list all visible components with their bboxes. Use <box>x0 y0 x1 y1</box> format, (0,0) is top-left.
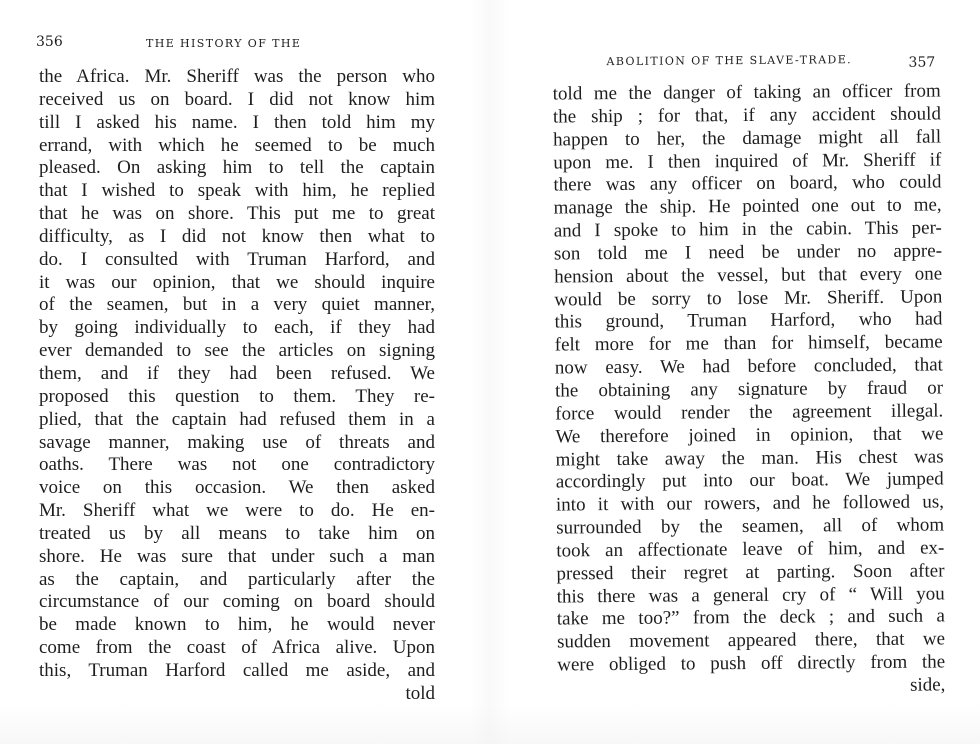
text-line: circumstance of our coming on board should <box>39 591 435 613</box>
text-line: savage manner, making use of threats and <box>39 431 435 453</box>
text-line: as the captain, and particularly after the <box>39 568 435 590</box>
text-line: of the seamen, but in a very quiet manner, <box>39 294 435 316</box>
text-line: this there was a general cry of “ Will you <box>556 583 945 608</box>
text-line: happen to her, the damage might all fall <box>553 126 942 151</box>
text-line: the Africa. Mr. Sheriff was the person who <box>39 66 435 87</box>
text-line: ever demanded to see the articles on signing <box>39 340 435 362</box>
text-line: son told me I need be under no appre- <box>553 240 943 265</box>
text-line: would be sorry to lose Mr. Sheriff. Upon <box>554 286 943 311</box>
text-line: surrounded by the seamen, all of whom <box>556 514 945 539</box>
text-line: do. I consulted with Truman Harford, and <box>39 248 435 270</box>
catchword: side, <box>909 674 946 696</box>
text-line: it was our opinion, that we should inquire <box>39 271 435 293</box>
text-line: difficulty, as I did not know then what to <box>39 225 435 247</box>
running-head: THE HISTORY OF THE <box>146 37 302 50</box>
page-number: 357 <box>908 54 936 71</box>
text-line: this, Truman Harford called me aside, and <box>39 659 435 681</box>
running-head: ABOLITION OF THE SLAVE-TRADE. <box>606 53 853 69</box>
text-line: might take away the man. His chest was <box>555 445 944 470</box>
text-line: voice on this occasion. We then asked <box>39 477 435 499</box>
page-body-text <box>39 66 435 706</box>
text-line: pleased. On asking him to tell the captain <box>39 157 435 179</box>
text-line: Mr. Sheriff what we were to do. He en- <box>39 500 435 522</box>
text-line: the obtaining any signature by fraud or <box>554 377 944 402</box>
text-line: into it with our rowers, and he followed us, <box>555 491 945 516</box>
text-line: and I spoke to him in the cabin. This per- <box>553 217 942 242</box>
text-line: sudden movement appeared there, that we <box>556 628 946 653</box>
text-line: shore. He was sure that under such a man <box>39 545 435 567</box>
text-line: by going individually to each, if they had <box>39 317 435 339</box>
text-line: took an affectionate leave of him, and ex- <box>556 537 945 562</box>
text-line: them, and if they had been refused. We <box>39 362 435 384</box>
text-line: manage the ship. He pointed one out to me, <box>553 194 942 219</box>
text-line: felt more for me than for himself, became <box>554 331 943 356</box>
text-line: this ground, Truman Harford, who had <box>554 308 943 333</box>
page-bottom-shading <box>0 704 980 744</box>
text-line: till I asked his name. I then told him my <box>39 111 435 133</box>
text-line: We therefore joined in opinion, that we <box>555 423 944 448</box>
text-line: plied, that the captain had refused them in a <box>39 408 435 430</box>
text-line: oaths. There was not one contradictory <box>39 454 435 476</box>
text-line: accordingly put into our boat. We jumped <box>555 468 944 493</box>
page-body-text <box>553 80 946 700</box>
text-line: upon me. I then inquired of Mr. Sheriff if <box>553 148 942 174</box>
text-line: received us on board. I did not know him <box>39 88 435 110</box>
right-page <box>490 0 980 744</box>
text-line: take me too?” from the deck ; and such a <box>556 605 945 630</box>
text-line: that I wished to speak with him, he replied <box>39 180 435 202</box>
text-line: that he was on shore. This put me to great <box>39 203 435 225</box>
text-line: hension about the vessel, but that every one <box>554 263 943 288</box>
page-number: 356 <box>36 34 63 50</box>
text-line: now easy. We had before concluded, that <box>554 354 943 379</box>
text-line: force would render the agreement illegal. <box>555 400 944 425</box>
text-line: there was any officer on board, who could <box>553 171 942 196</box>
text-line: the ship ; for that, if any accident should <box>552 103 941 128</box>
text-line: proposed this question to them. They re- <box>39 385 435 407</box>
text-line: were obliged to push off directly from the <box>557 651 946 676</box>
text-line: be made known to him, he would never <box>39 614 435 636</box>
text-line: told me the danger of taking an officer from <box>552 80 941 105</box>
text-line: come from the coast of Africa alive. Upon <box>39 637 435 659</box>
text-line: pressed their regret at parting. Soon after <box>556 560 945 585</box>
text-line: treated us by all means to take him on <box>39 522 435 544</box>
catchword: told <box>405 682 435 704</box>
text-line: errand, with which he seemed to be much <box>39 134 435 156</box>
